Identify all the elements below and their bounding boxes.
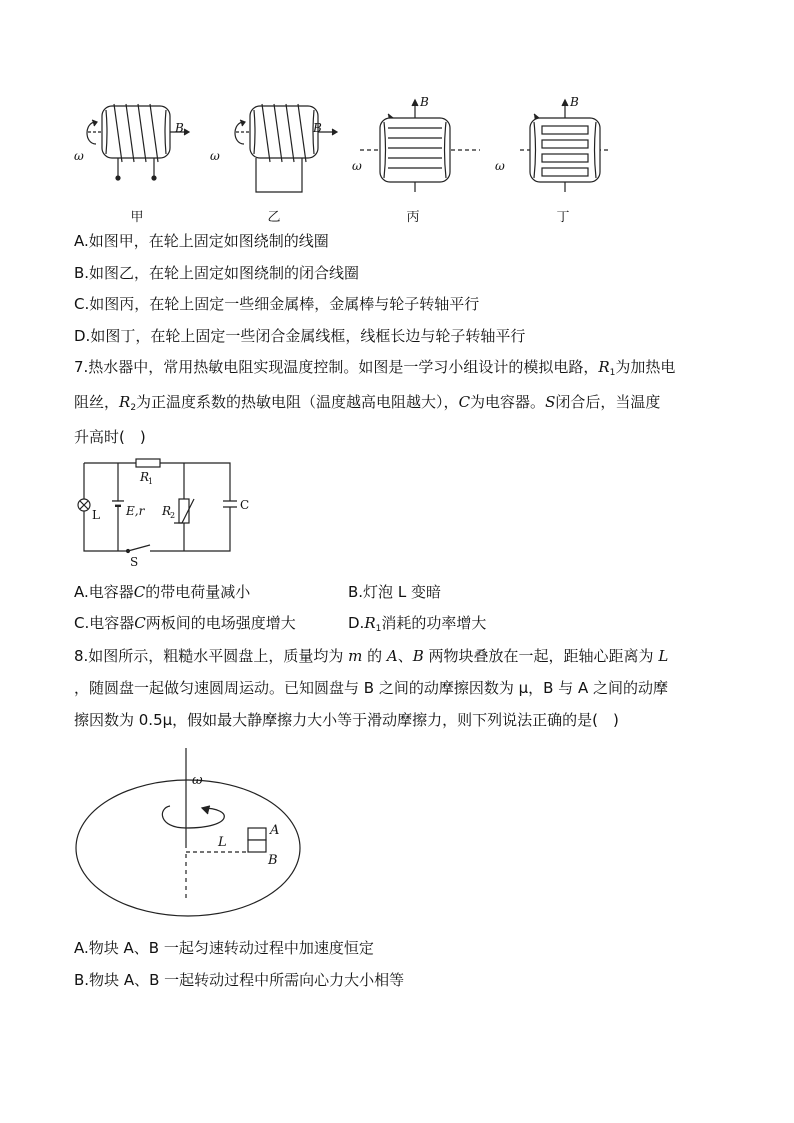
emf-label: E,r bbox=[126, 504, 145, 518]
b-label: B bbox=[175, 121, 184, 135]
figure-yi bbox=[235, 104, 337, 192]
q7-option-c: C.电容器C两板间的电场强度增大 bbox=[74, 614, 296, 632]
q8-figure bbox=[74, 742, 304, 922]
caption-yi: 乙 bbox=[267, 210, 281, 225]
caption-jia: 甲 bbox=[130, 210, 144, 225]
omega-label: ω bbox=[352, 159, 362, 173]
switch-label: S bbox=[130, 555, 139, 569]
figure-jia bbox=[87, 104, 189, 180]
q6-option-b: B.如图乙，在轮上固定如图绕制的闭合线圈 bbox=[74, 264, 360, 282]
b-label: B bbox=[420, 95, 429, 109]
block-b-label: B bbox=[268, 853, 278, 868]
figure-bing bbox=[360, 100, 480, 192]
r1-label: R bbox=[140, 470, 150, 484]
block-a-label: A bbox=[270, 823, 280, 838]
distance-l-label: L bbox=[218, 835, 227, 850]
r2-sub: 2 bbox=[170, 511, 176, 520]
q7-stem-line1: 7.热水器中，常用热敏电阻实现温度控制。如图是一学习小组设计的模拟电路，$R_1$为加热电 bbox=[74, 358, 676, 378]
capacitor-label: C bbox=[240, 498, 250, 512]
omega-label: ω bbox=[495, 159, 505, 173]
q7-option-b: B.灯泡 L 变暗 bbox=[348, 583, 441, 601]
b-label: B bbox=[570, 95, 579, 109]
r2-label: R bbox=[162, 504, 172, 518]
q7-circuit bbox=[70, 455, 260, 570]
q8-option-b: B.物块 A、B 一起转动过程中所需向心力大小相等 bbox=[74, 971, 405, 989]
q7-option-d: $D.R_1$消耗的功率增大 bbox=[348, 614, 487, 634]
q7-stem-line3: 升高时( ) bbox=[74, 428, 146, 446]
q8-option-a: A.物块 A、B 一起匀速转动过程中加速度恒定 bbox=[74, 939, 374, 957]
q6-option-c: C.如图丙，在轮上固定一些细金属棒，金属棒与轮子转轴平行 bbox=[74, 295, 480, 313]
q8-stem-line2: ，随圆盘一起做匀速圆周运动。已知圆盘与 B 之间的动摩擦因数为 μ，B 与 A 之间的动摩 bbox=[74, 679, 668, 697]
caption-ding: 丁 bbox=[556, 210, 570, 225]
q8-stem-line3: 擦因数为 0.5μ，假如最大静摩擦力大小等于滑动摩擦力，则下列说法正确的是( ) bbox=[74, 711, 619, 729]
omega-label: ω bbox=[74, 149, 84, 163]
q7-option-a: A.电容器C的带电荷量减小 bbox=[74, 583, 251, 601]
b-label: B bbox=[313, 121, 322, 135]
q7-stem-line2: 阻丝，$R_2$为正温度系数的热敏电阻（温度越高电阻越大），C为电容器。S闭合后，当温度 bbox=[74, 393, 661, 413]
omega-label: ω bbox=[210, 149, 220, 163]
caption-bing: 丙 bbox=[406, 210, 420, 225]
lamp-label: L bbox=[92, 508, 100, 522]
q8-stem-line1: 8.如图所示，粗糙水平圆盘上，质量均为 m 的 A、B 两物块叠放在一起，距轴心距离为 L bbox=[74, 647, 669, 665]
q6-option-d: D.如图丁，在轮上固定一些闭合金属线框，线框长边与轮子转轴平行 bbox=[74, 327, 526, 345]
r1-sub: 1 bbox=[148, 477, 154, 486]
q6-option-a: A.如图甲，在轮上固定如图绕制的线圈 bbox=[74, 232, 329, 250]
omega-label: ω bbox=[192, 773, 203, 788]
figure-ding bbox=[520, 100, 610, 192]
